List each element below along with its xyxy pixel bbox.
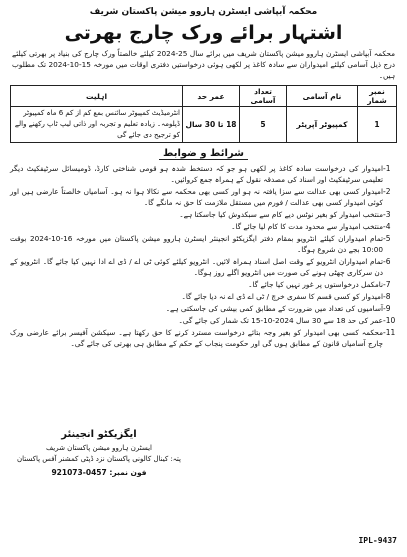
list-item	[10, 221, 397, 232]
item-number: -6	[383, 257, 391, 266]
advertisement-title: اشتہار برائے ورک چارج بھرتی	[64, 22, 343, 44]
posts-table	[10, 85, 397, 143]
table-row	[11, 107, 397, 143]
signatory-phone: فون نمبر: 0457-921073	[51, 468, 147, 477]
list-item	[10, 186, 397, 208]
signatory-role: ایگزیکٹو انجینئر	[61, 429, 137, 440]
terms-heading	[10, 147, 397, 161]
cell-post: کمپیوٹر آپریٹر	[287, 107, 358, 143]
item-text: امیدوار کی درخواست سادہ کاغذ پر لکھی ہو جو کہ دستخط شدہ ہو قومی شناختی کارڈ، ڈومیسائل سرٹیفکیٹ دیگر تعلیمی سرٹیفکیٹ اور اسناد کی مصدقہ نقول کے ہمراہ جمع کروائیں۔	[10, 164, 383, 184]
list-item	[10, 256, 397, 278]
item-text: منتخب امیدوار کو بغیر نوٹس دیے کام سے سبکدوش کیا جاسکتا ہے۔	[179, 210, 383, 219]
item-text: منتخب امیدوار سے محدود مدت کا کام لیا جائے گا۔	[231, 222, 383, 231]
item-text: امیدوار کسی بھی عدالت سے سزا یافتہ نہ ہو اور کسی بھی محکمہ سے نکالا ہوا نہ ہو۔ آسامیاں خالصتاً عارضی ہیں اور کوئی امیدوار کسی بھی عدالت / فورم میں مستقل ملازمت کا حق نہ مانگے گا۔	[10, 187, 383, 207]
item-text: نامکمل درخواستوں پر غور نہیں کیا جائے گا۔	[248, 280, 383, 289]
col-count-header: تعداد آسامی	[240, 86, 287, 107]
item-number: -10	[383, 316, 396, 325]
item-number: -11	[383, 328, 396, 337]
list-item	[10, 315, 397, 326]
cell-qualification: انٹرمیڈیٹ کمپیوٹر سائنس بمع کم از کم 6 ماہ کمپیوٹر ڈپلومہ۔ زیادہ تعلیم و تجربہ اور ذاتی لیپ ٹاپ رکھنے والے کو ترجیح دی جائے گی	[11, 107, 183, 143]
item-text: تمام امیدواران انٹرویو کے وقت اصل اسناد ہمراہ لائیں۔ انٹرویو کیلئے کوئی ٹی اے / ڈی اے ادا نہیں کیا جائے گا۔ انٹرویو کے دن سرکاری چھٹی ہونے کی صورت میں انٹرویو اگلے روز ہوگا۔	[10, 257, 383, 277]
cell-age: 18 تا 30 سال	[183, 107, 240, 143]
item-text: آسامیوں کی تعداد میں ضرورت کے مطابق کمی بیشی کی جاسکتی ہے۔	[165, 304, 383, 313]
col-qualification-header: اہلیت	[11, 86, 183, 107]
signature-block	[14, 427, 184, 478]
item-number: -4	[383, 222, 391, 231]
ipl-code: IPL-9437	[358, 536, 397, 545]
list-item	[10, 291, 397, 302]
item-number: -7	[383, 280, 391, 289]
col-post-header: نام آسامی	[287, 86, 358, 107]
terms-heading-text: شرائط و ضوابط	[159, 148, 248, 160]
signatory-address: پتہ: کینال کالونی پاکستان نزد ڈپٹی کمشنر آفس پاکستان	[17, 455, 181, 463]
list-item	[10, 327, 397, 349]
col-age-header: عمر حد	[183, 86, 240, 107]
list-item	[10, 209, 397, 220]
item-number: -3	[383, 210, 391, 219]
item-number: -2	[383, 187, 391, 196]
item-text: امیدوار کو کسی قسم کا سفری خرچ / ٹی اے ڈی اے نہ دیا جائے گا۔	[181, 292, 383, 301]
item-text: عمر کی حد 18 سے 30 سال 2024-10-15 تک شمار کی جائے گی۔	[178, 316, 383, 325]
cell-serial: 1	[358, 107, 397, 143]
item-number: -1	[383, 164, 391, 173]
cell-count: 5	[240, 107, 287, 143]
advertisement-page	[10, 6, 397, 551]
list-item	[10, 279, 397, 290]
table-header-row	[11, 86, 397, 107]
list-item	[10, 303, 397, 314]
list-item	[10, 233, 397, 255]
item-text: تمام امیدواران کیلئے انٹرویو بمقام دفتر ایگزیکٹو انجینئر ایسٹرن ہاروو میشن پاکستان میں مورخہ 16-10-2024 بوقت 10:00 بجے دن شروع ہوگا۔	[10, 234, 383, 254]
terms-list	[10, 163, 397, 349]
list-item	[10, 163, 397, 185]
department-name: محکمہ آبپاشی ایسٹرن ہاروو میشن پاکستان شریف	[89, 7, 318, 17]
item-number: -9	[383, 304, 391, 313]
item-text: محکمہ کسی بھی امیدوار کو بغیر وجہ بتائے درخواست مسترد کرنے کا حق رکھتا ہے۔ سیکشن آفیسر برائے عارضی ورک چارج آسامیاں قانون کے مطابق ہوں گی اور حکومت پنجاب کے حکم کے مطابق ہی بھرتی کی جائے گی۔	[10, 328, 383, 348]
intro-paragraph: محکمہ آبپاشی ایسٹرن ہاروو میشن پاکستان شریف میں برائے سال 25-2024 کیلئے خالصتاً ورک چارج کی بنیاد پر بھرتی کیلئے درج ذیل آسامی کیلئے امیدواران سے سادہ کاغذ پر لکھی ہوئی درخواستیں دفتری اوقات میں مورخہ 15-10-2024 تک مطلوب ہیں۔	[12, 49, 395, 80]
item-number: -8	[383, 292, 391, 301]
item-number: -5	[383, 234, 391, 243]
signatory-office: ایسٹرن ہاروو میشن پاکستان شریف	[46, 444, 152, 452]
col-serial-header: نمبر شمار	[358, 86, 397, 107]
